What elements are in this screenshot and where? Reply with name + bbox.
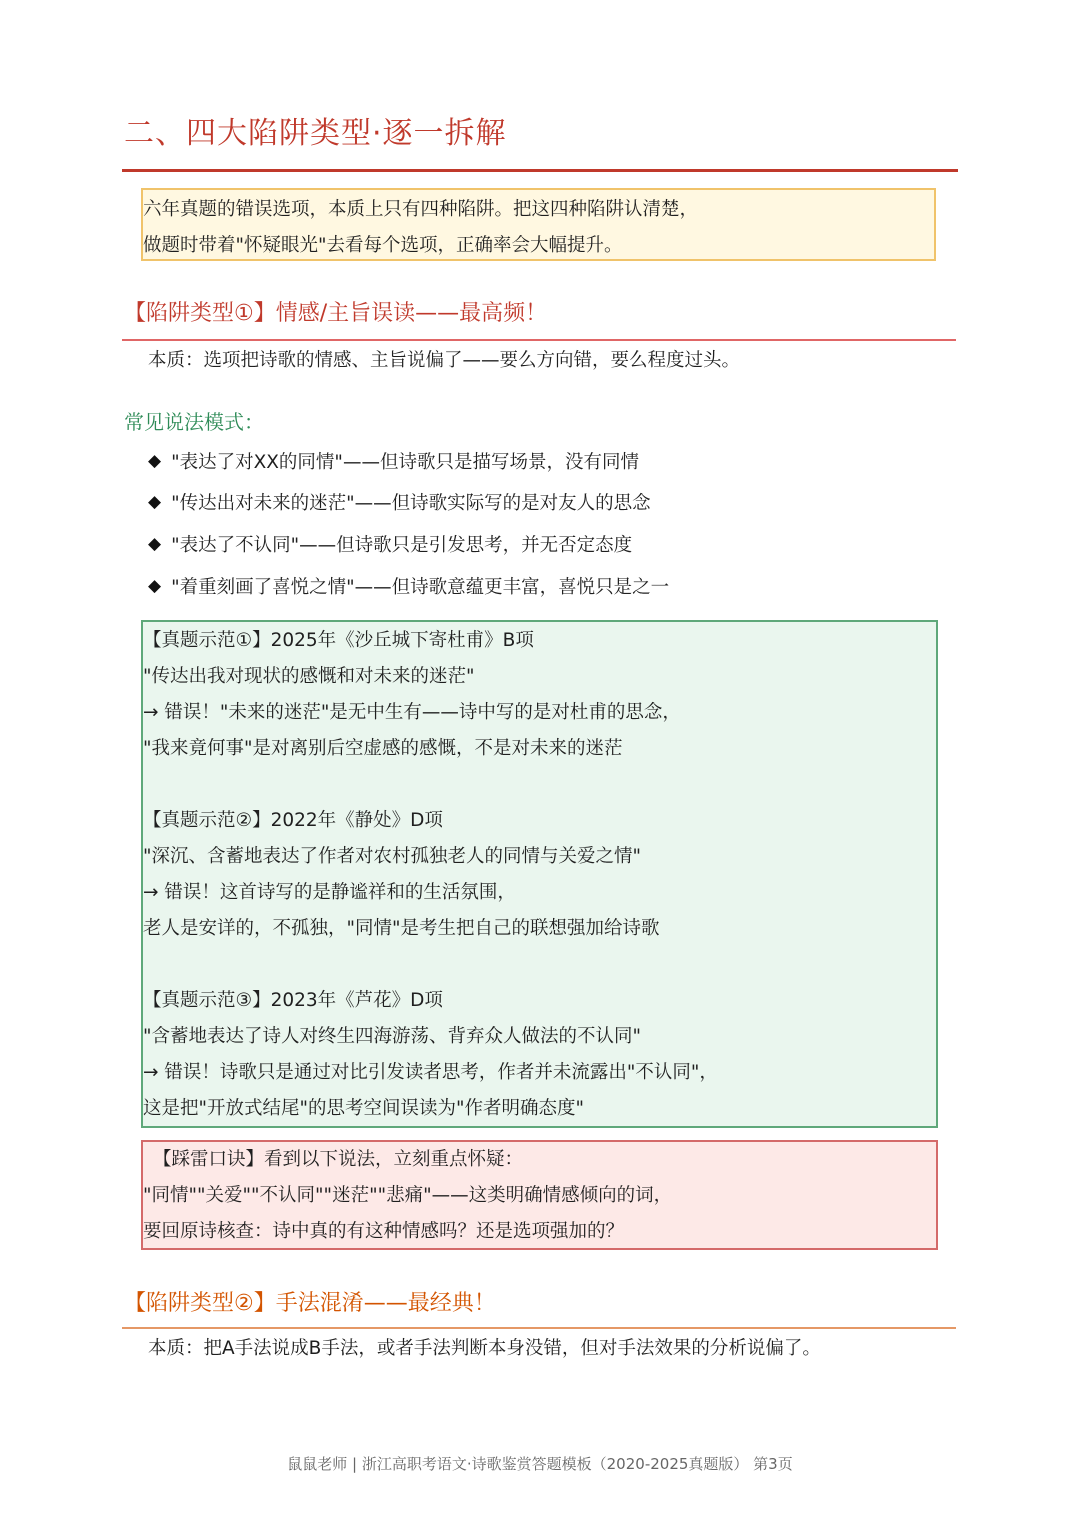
example-line: → 错误！这首诗写的是静谧祥和的生活氛围，	[143, 882, 516, 903]
example-line: 【真题示范②】2022年《静处》D项	[143, 810, 443, 831]
warning-line: 【踩雷口诀】看到以下说法，立刻重点怀疑：	[153, 1149, 524, 1170]
pattern-text: "着重刻画了喜悦之情"——但诗歌意蕴更丰富，喜悦只是之一	[171, 576, 670, 598]
page-footer: 鼠鼠老师 | 浙江高职考语文·诗歌鉴赏答题模板（2020-2025真题版） 第3页	[287, 1455, 793, 1473]
example-line: 【真题示范③】2023年《芦花》D项	[143, 990, 443, 1011]
warning-callout	[141, 1140, 938, 1250]
list-item	[148, 523, 669, 565]
trap2-essence: 本质：把A手法说成B手法，或者手法判断本身没错，但对手法效果的分析说偏了。	[148, 1338, 821, 1359]
example-line: 【真题示范①】2025年《沙丘城下寄杜甫》B项	[143, 630, 534, 651]
example-line: "我来竟何事"是对离别后空虚感的感慨，不是对未来的迷茫	[143, 738, 623, 759]
list-item	[148, 565, 669, 607]
list-item	[148, 482, 669, 524]
list-item	[148, 440, 669, 482]
warning-line: 要回原诗核查：诗中真的有这种情感吗？还是选项强加的？	[143, 1221, 625, 1242]
patterns-list	[148, 440, 669, 606]
trap1-essence: 本质：选项把诗歌的情感、主旨说偏了——要么方向错，要么程度过头。	[148, 350, 741, 371]
example-line: → 错误！诗歌只是通过对比引发读者思考，作者并未流露出"不认同"，	[143, 1062, 718, 1083]
example-line: "传达出我对现状的感慨和对未来的迷茫"	[143, 666, 475, 687]
example-line: 这是把"开放式结尾"的思考空间误读为"作者明确态度"	[143, 1098, 585, 1119]
diamond-bullet-icon: ◆	[148, 533, 162, 554]
example-2	[143, 803, 936, 947]
trap1-divider	[122, 339, 956, 341]
example-line: "含蓄地表达了诗人对终生四海游荡、背弃众人做法的不认同"	[143, 1026, 642, 1047]
example-line: 老人是安详的，不孤独，"同情"是考生把自己的联想强加给诗歌	[143, 918, 660, 939]
pattern-text: "表达了对XX的同情"——但诗歌只是描写场景，没有同情	[171, 451, 639, 473]
diamond-bullet-icon: ◆	[148, 450, 162, 471]
examples-callout	[141, 620, 938, 1128]
diamond-bullet-icon: ◆	[148, 492, 162, 513]
pattern-text: "传达出对未来的迷茫"——但诗歌实际写的是对友人的思念	[171, 493, 651, 515]
patterns-title: 常见说法模式：	[124, 410, 264, 434]
example-line: → 错误！"未来的迷茫"是无中生有——诗中写的是对杜甫的思念，	[143, 702, 681, 723]
example-line: "深沉、含蓄地表达了作者对农村孤独老人的同情与关爱之情"	[143, 846, 642, 867]
intro-callout	[141, 188, 936, 261]
trap2-heading: 【陷阱类型②】手法混淆——最经典！	[124, 1291, 496, 1316]
title-divider	[122, 169, 958, 172]
section-title: 二、四大陷阱类型·逐一拆解	[124, 116, 507, 151]
example-3	[143, 983, 936, 1127]
example-1	[143, 623, 936, 767]
intro-line: 做题时带着"怀疑眼光"去看每个选项，正确率会大幅提升。	[143, 235, 623, 256]
trap2-divider	[122, 1327, 956, 1329]
trap1-heading: 【陷阱类型①】情感/主旨误读——最高频！	[124, 301, 548, 326]
warning-line: "同情""关爱""不认同""迷茫""悲痛"——这类明确情感倾向的词，	[143, 1185, 673, 1206]
intro-line: 六年真题的错误选项，本质上只有四种陷阱。把这四种陷阱认清楚，	[143, 199, 699, 220]
pattern-text: "表达了不认同"——但诗歌只是引发思考，并无否定态度	[171, 534, 633, 556]
diamond-bullet-icon: ◆	[148, 575, 162, 596]
